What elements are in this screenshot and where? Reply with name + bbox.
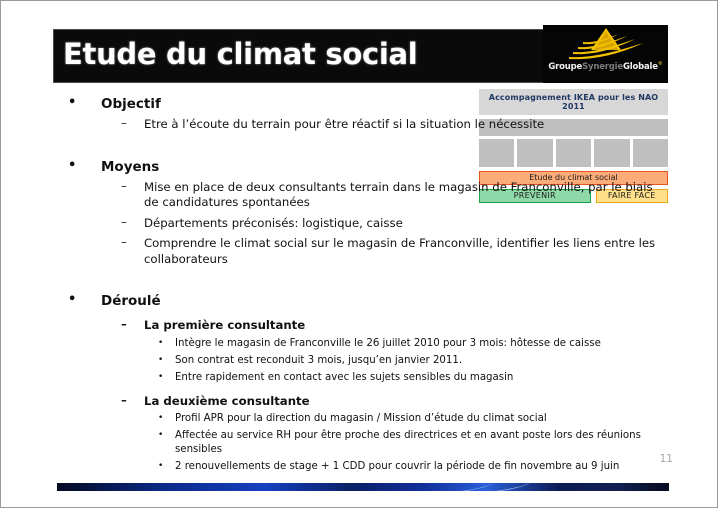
deroule-item <box>59 354 659 368</box>
bullet-icon-level2: – <box>121 116 127 130</box>
roadmap-current-step: Etude du climat social <box>479 171 668 185</box>
item-text: Affectée au service RH pour être proche des directrices et en avant poste lors des réunions sensibles <box>175 430 641 455</box>
item-text: Comprendre le climat social sur le magasin de Franconville, identifier les liens entre les collaborateurs <box>144 236 656 266</box>
company-logo <box>543 25 668 83</box>
bullet-icon-level1: • <box>68 95 77 110</box>
item-text: 2 renouvellements de stage + 1 CDD pour couvrir la période de fin novembre au 9 juin <box>175 461 620 472</box>
objectif-item <box>59 117 659 133</box>
bullet-icon-level2: – <box>121 317 127 331</box>
deroule-group-heading <box>59 318 659 334</box>
registered-mark-icon: ® <box>657 61 663 67</box>
roadmap-panel-header: Accompagnement IKEA pour les NAO 2011 <box>479 89 668 115</box>
section-heading-moyens <box>59 159 659 175</box>
group-heading-text: La première consultante <box>144 318 306 332</box>
bullet-icon-level2: – <box>121 178 127 193</box>
moyens-item <box>59 216 659 232</box>
item-text: Etre à l’écoute du terrain pour être réactif si la situation le nécessite <box>144 117 545 131</box>
deroule-item <box>59 429 659 457</box>
deroule-group-heading <box>59 394 659 410</box>
heading-text: Objectif <box>101 96 161 112</box>
group-heading-text: La deuxième consultante <box>144 393 310 408</box>
bullet-icon-level2: – <box>121 392 127 407</box>
logo-word-part2: Synergie <box>582 61 623 72</box>
section-heading-objectif <box>59 96 659 112</box>
deroule-item <box>59 412 659 426</box>
bullet-icon-level3: • <box>158 430 164 440</box>
page-title: Etude du climat social <box>63 37 418 71</box>
item-text: Entre rapidement en contact avec les sujets sensibles du magasin <box>175 371 514 383</box>
bullet-icon-level3: • <box>158 354 164 365</box>
bullet-icon-level1: • <box>68 292 77 307</box>
logo-word-part1: Groupe <box>548 61 583 72</box>
heading-text: Déroulé <box>101 293 161 309</box>
roadmap-faire-face: FAIRE FACE <box>596 189 669 203</box>
bullet-icon-level3: • <box>158 371 164 382</box>
slide-body <box>59 96 659 474</box>
deroule-item <box>59 460 659 474</box>
roadmap-prevenir: PREVENIR <box>479 189 591 203</box>
item-text: Départements préconisés: logistique, caisse <box>144 215 403 230</box>
deroule-item <box>59 371 659 385</box>
heading-text: Moyens <box>101 158 160 175</box>
bullet-icon-level2: – <box>121 235 127 249</box>
bullet-icon-level2: – <box>121 214 127 229</box>
logo-word-part3: Globale <box>622 61 658 72</box>
deroule-item <box>59 337 659 351</box>
footer-decoration <box>57 483 669 491</box>
item-text: Profil APR pour la direction du magasin / Mission d’étude du climat social <box>175 413 547 424</box>
section-heading-deroule <box>59 293 659 309</box>
moyens-item <box>59 180 659 211</box>
page-number: 11 <box>659 453 673 465</box>
bullet-icon-level3: • <box>158 413 164 423</box>
moyens-item <box>59 236 659 267</box>
item-text: Son contrat est reconduit 3 mois, jusqu’en janvier 2011. <box>175 354 463 366</box>
bullet-icon-level3: • <box>158 461 164 471</box>
logo-wordmark <box>543 61 668 72</box>
item-text: Intègre le magasin de Franconville le 26 juillet 2010 pour 3 mois: hôtesse de caisse <box>175 337 601 349</box>
pyramid-logo-icon <box>563 27 649 61</box>
item-text: Mise en place de deux consultants terrain dans le magasin de Franconville, par le biais de candidatures spontanées <box>144 179 653 209</box>
bullet-icon-level3: • <box>158 337 164 348</box>
bullet-icon-level1: • <box>68 157 77 173</box>
